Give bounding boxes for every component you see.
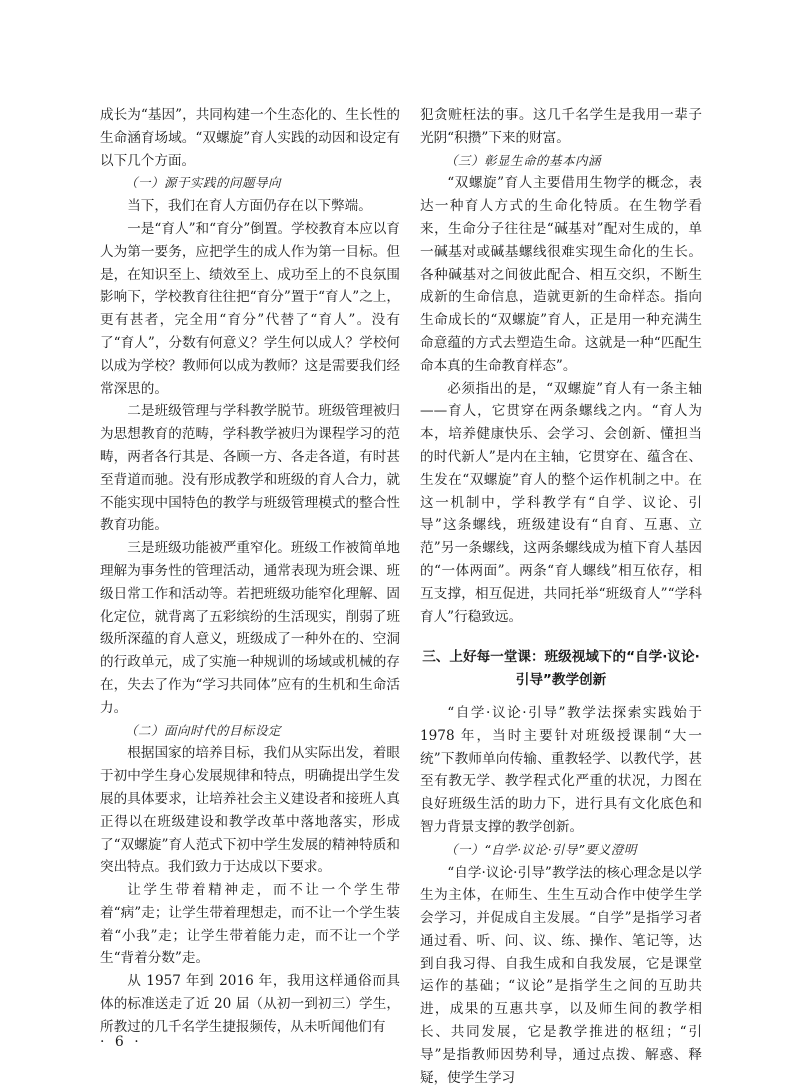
subheading: （一）源于实践的问题导向 xyxy=(100,172,400,195)
subheading: （二）面向时代的目标设定 xyxy=(100,720,400,743)
body-paragraph: 成长为“基因”，共同构建一个生态化的、生长性的生命涵育场域。“双螺旋”育人实践的动因和设定有以下几个方面。 xyxy=(100,104,400,172)
right-column xyxy=(420,104,702,1089)
body-paragraph: 根据国家的培养目标，我们从实际出发，着眼于初中学生身心发展规律和特点，明确提出学生发展的具体要求，让培养社会主义建设者和接班人真正得以在班级建设和教学改革中落地落实，形成了“双螺旋”育人范式下初中学生发展的精神特质和突出特点。我们致力于达成以下要求。 xyxy=(100,742,400,879)
section-heading: 三、上好每一堂课：班级视域下的“自学·议论·引导”教学创新 xyxy=(420,646,702,692)
body-paragraph: 让学生带着精神走，而不让一个学生带着“病”走；让学生带着理想走，而不让一个学生装着“小我”走；让学生带着能力走，而不让一个学生“背着分数”走。 xyxy=(100,879,400,970)
body-paragraph: 从 1957 年到 2016 年，我用这样通俗而具体的标准送走了近 20 届（从初一到初三）学生，所教过的几千名学生捷报频传，从未听闻他们有 xyxy=(100,970,400,1038)
body-paragraph: 一是“育人”和“育分”倒置。学校教育本应以育人为第一要务，应把学生的成人作为第一目标。但是，在知识至上、绩效至上、成功至上的不良氛围影响下，学校教育往往把“育分”置于“育人”之上，更有甚者，完全用“育分”代替了“育人”。没有了“育人”，分数有何意义？学生何以成人？学校何以成为学校？教师何以成为教师？这是需要我们经常深思的。 xyxy=(100,218,400,400)
body-paragraph: 必须指出的是，“双螺旋”育人有一条主轴——育人，它贯穿在两条螺线之内。“育人为本，培养健康快乐、会学习、会创新、懂担当的时代新人”是内在主轴，它贯穿在、蕴含在、生发在“双螺旋”育人的整个运作机制之中。在这一机制中，学科教学有“自学、议论、引导”这条螺线，班级建设有“自育、互惠、立范”另一条螺线，这两条螺线成为植下育人基因的“一体两面”。两条“育人螺线”相互依存，相互支撑，相互促进，共同托举“班级育人”“学科育人”行稳致远。 xyxy=(420,378,702,629)
body-paragraph: 二是班级管理与学科教学脱节。班级管理被归为思想教育的范畴，学科教学被归为课程学习的范畴，两者各行其是、各顾一方、各走各道，有时甚至背道而驰。没有形成教学和班级的育人合力，就不能实现中国特色的教学与班级管理模式的整合性教育功能。 xyxy=(100,400,400,537)
page-number: · 6 · xyxy=(100,1034,142,1050)
subheading: （一）“自学·议论·引导”要义澄明 xyxy=(420,839,702,862)
body-paragraph: “双螺旋”育人主要借用生物学的概念，表达一种育人方式的生命化特质。在生物学看来，生命分子往往是“碱基对”配对生成的，单一碱基对或碱基螺线很难实现生命化的生长。各种碱基对之间彼此配合、相互交织，不断生成新的生命信息，造就更新的生命样态。指向生命成长的“双螺旋”育人，正是用一种充满生命意蕴的方式去塑造生命。这就是一种“匹配生命本真的生命教育样态”。 xyxy=(420,172,702,377)
body-paragraph: 三是班级功能被严重窄化。班级工作被简单地理解为事务性的管理活动，通常表现为班会课、班级日常工作和活动等。若把班级功能窄化理解、固化定位，就背离了五彩缤纷的生活现实，削弱了班级所深蕴的育人意义，班级成了一种外在的、空洞的行政单元，成了实施一种规训的场域或机械的存在，失去了作为“学习共同体”应有的生机和生命活力。 xyxy=(100,537,400,719)
body-paragraph: “自学·议论·引导”教学法的核心理念是以学生为主体，在师生、生生互动合作中使学生学会学习，并促成自主发展。“自学”是指学习者通过看、听、问、议、练、操作、笔记等，达到自我习得、自我生成和自我发展，它是课堂运作的基础；“议论”是指学生之间的互助共进，成果的互惠共享，以及师生间的教学相长、共同发展，它是教学推进的枢纽；“引导”是指教师因势利导，通过点拨、解惑、释疑，使学生学习 xyxy=(420,862,702,1089)
left-column xyxy=(100,104,400,1039)
body-paragraph: “自学·议论·引导”教学法探索实践始于 1978 年，当时主要针对班级授课制“大一统”下教师单向传输、重教轻学、以教代学，甚至有教无学、教学程式化严重的状况，力图在良好班级生活的助力下，进行具有文化底色和智力背景支撑的教学创新。 xyxy=(420,702,702,839)
body-paragraph: 犯贪赃枉法的事。这几千名学生是我用一辈子光阴“积攒”下来的财富。 xyxy=(420,104,702,150)
body-paragraph: 当下，我们在育人方面仍存在以下弊端。 xyxy=(100,195,400,218)
subheading: （三）彰显生命的基本内涵 xyxy=(420,150,702,173)
